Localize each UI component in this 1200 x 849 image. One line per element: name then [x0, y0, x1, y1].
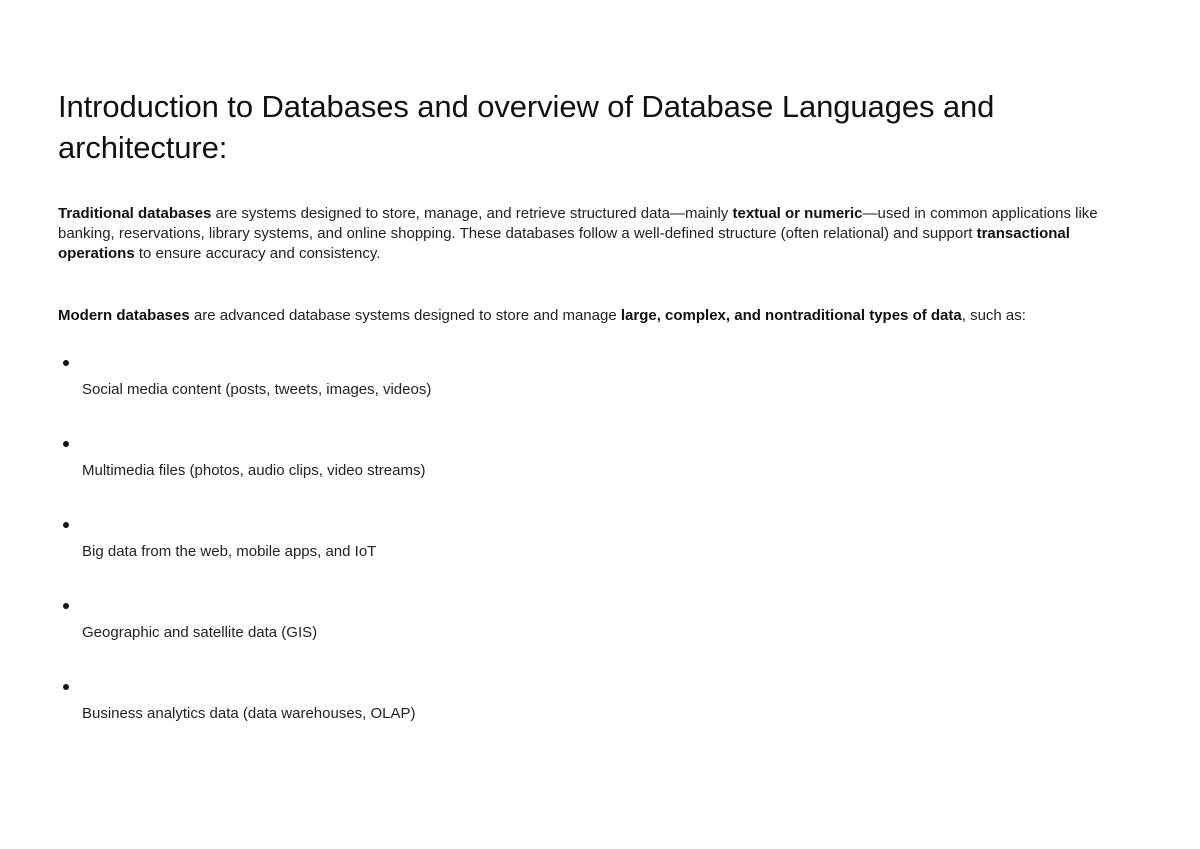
- list-item-text: Big data from the web, mobile apps, and IoT: [82, 543, 377, 560]
- traditional-text-3: to ensure accuracy and consistency.: [134, 245, 381, 262]
- list-item-text: Social media content (posts, tweets, images, videos): [82, 381, 432, 398]
- bullet-icon: [63, 684, 69, 690]
- bullet-icon: [63, 603, 69, 609]
- traditional-text-2: —used in common applications like banking, reservations, library systems, and online shopping. These databases follow a well-defined structure (often relational) and support: [58, 205, 1098, 242]
- traditional-databases-paragraph: [58, 204, 1143, 264]
- modern-text-1: are advanced database systems designed to store and manage: [189, 307, 621, 324]
- bullet-icon: [63, 360, 69, 366]
- list-item: [58, 437, 1142, 518]
- term-modern-databases: Modern databases: [58, 307, 190, 324]
- modern-text-2: , such as:: [961, 307, 1026, 324]
- bullet-icon: [63, 522, 69, 528]
- data-types-list: [58, 356, 1142, 761]
- bullet-icon: [63, 441, 69, 447]
- page-title: Introduction to Databases and overview of Database Languages and architecture:: [58, 89, 995, 165]
- list-item: [58, 518, 1142, 599]
- term-traditional-databases: Traditional databases: [58, 205, 212, 222]
- traditional-text-1: are systems designed to store, manage, and retrieve structured data—mainly: [211, 205, 733, 222]
- list-item-text: Multimedia files (photos, audio clips, video streams): [82, 462, 426, 479]
- term-textual-or-numeric: textual or numeric: [732, 205, 863, 222]
- modern-databases-paragraph: [58, 306, 1143, 326]
- list-item-text: Geographic and satellite data (GIS): [82, 624, 318, 641]
- list-item: [58, 356, 1142, 437]
- list-item: [58, 680, 1142, 761]
- list-item: [58, 599, 1142, 680]
- term-large-complex-data: large, complex, and nontraditional types of data: [620, 307, 962, 324]
- term-transactional-operations: transactional operations: [58, 225, 1070, 262]
- list-item-text: Business analytics data (data warehouses, OLAP): [82, 705, 416, 722]
